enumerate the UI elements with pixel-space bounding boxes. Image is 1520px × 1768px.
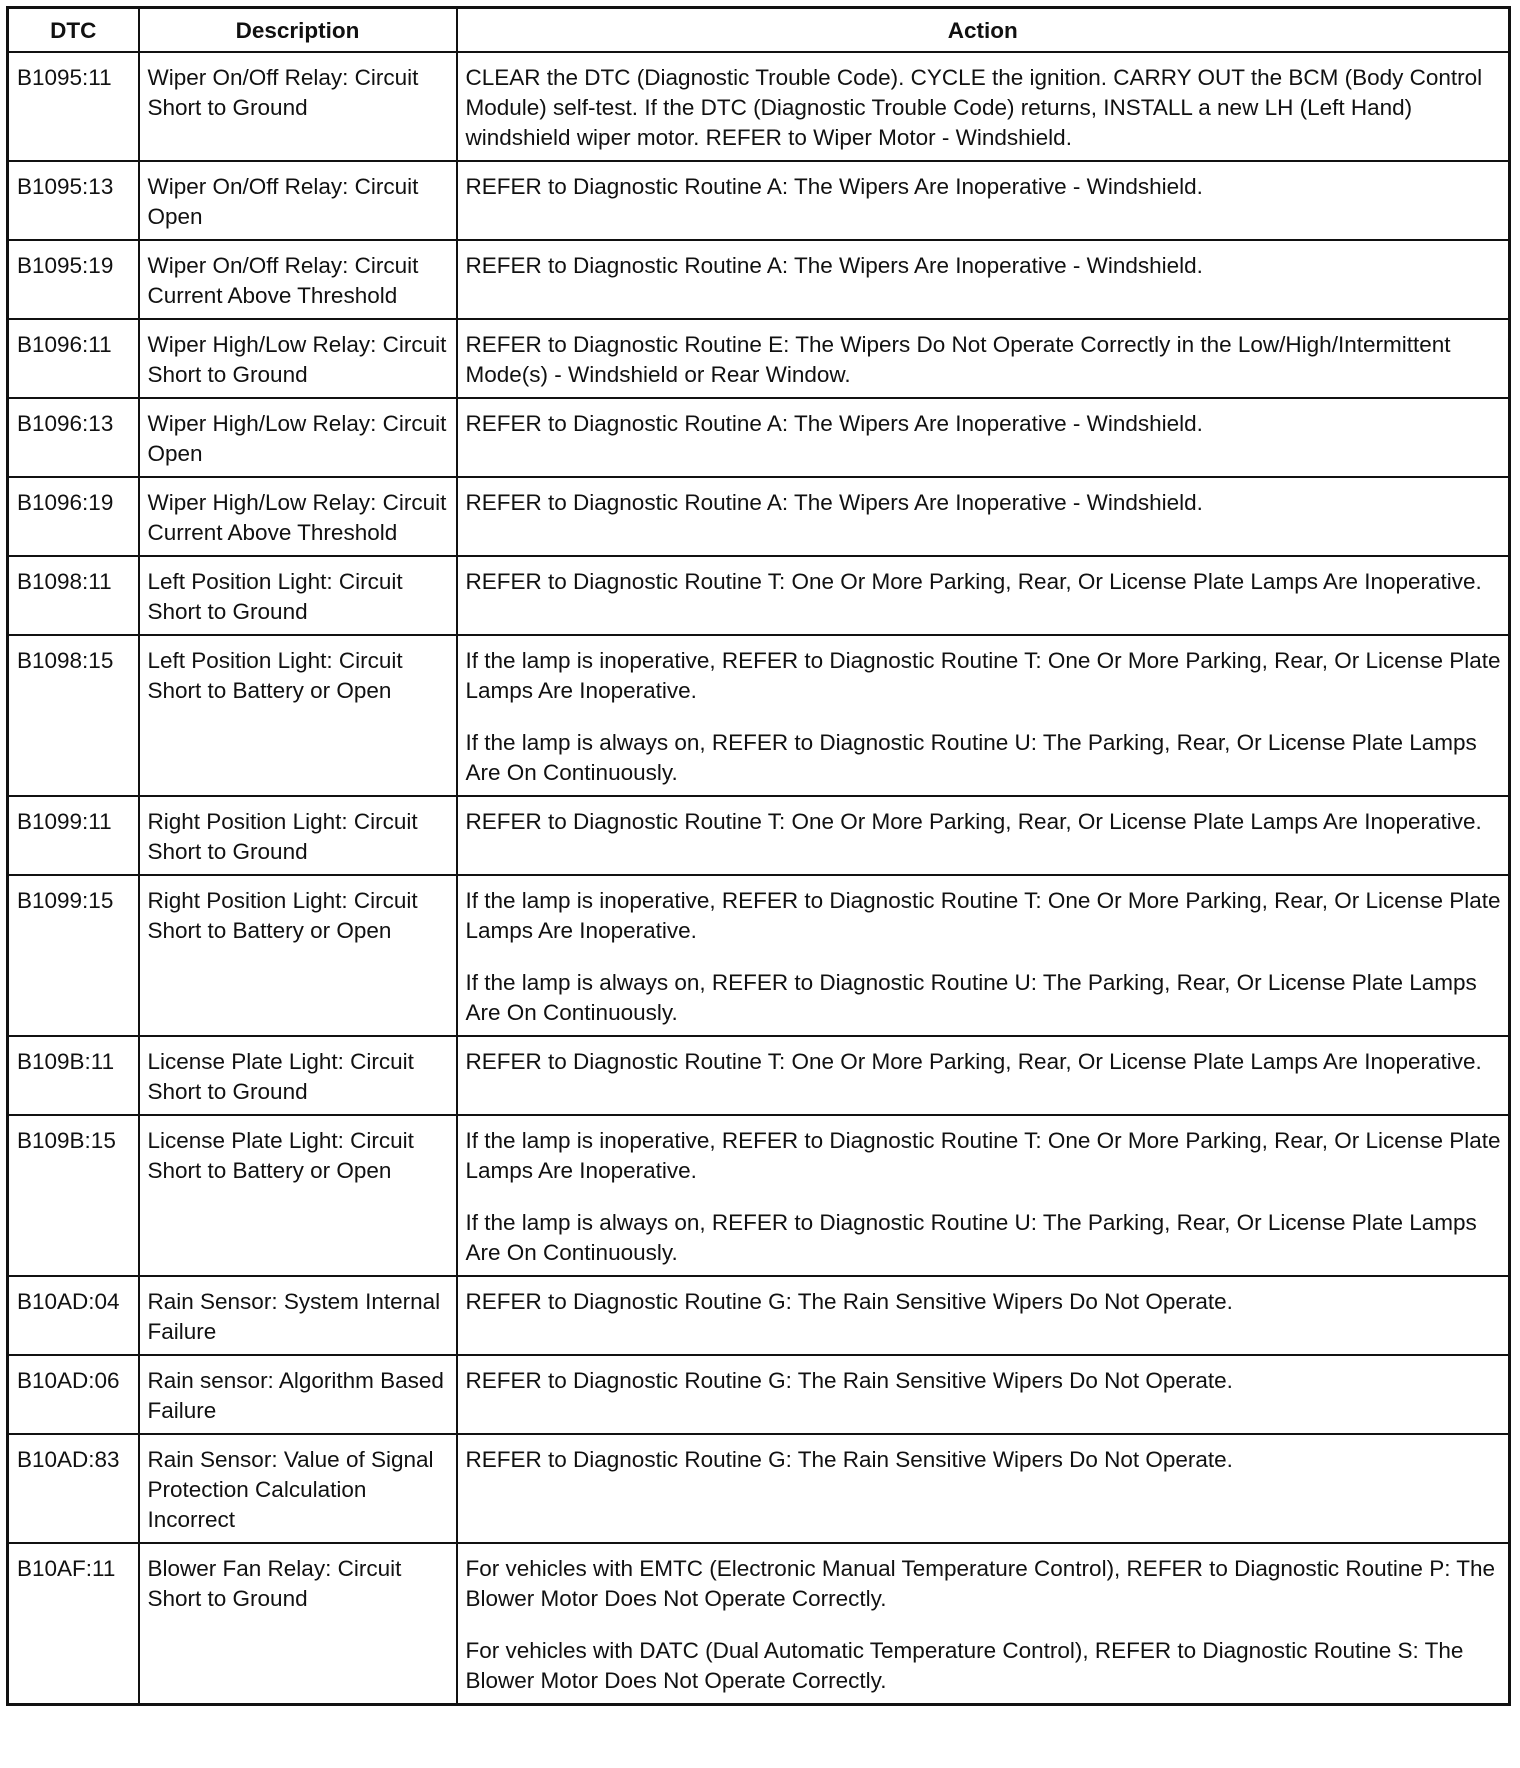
- header-action: Action: [457, 8, 1510, 52]
- table-row: [8, 556, 1510, 635]
- action-paragraph: CLEAR the DTC (Diagnostic Trouble Code). CYCLE the ignition. CARRY OUT the BCM (Body Control Module) self-test. If the DTC (Diagnostic Trouble Code) returns, INSTALL a new LH (Left Hand) windshield wiper motor. REFER to Wiper Motor - Windshield.: [465, 64, 1483, 150]
- dtc-action: [457, 161, 1510, 240]
- dtc-description: Wiper High/Low Relay: Circuit Open: [139, 398, 457, 477]
- dtc-description: Blower Fan Relay: Circuit Short to Ground: [139, 1543, 457, 1705]
- dtc-action: [457, 1355, 1510, 1434]
- action-paragraph: REFER to Diagnostic Routine T: One Or More Parking, Rear, Or License Plate Lamps Are Inoperative.: [465, 808, 1482, 834]
- dtc-description: Left Position Light: Circuit Short to Ground: [139, 556, 457, 635]
- dtc-code: B1095:19: [8, 240, 139, 319]
- action-paragraph: REFER to Diagnostic Routine E: The Wipers Do Not Operate Correctly in the Low/High/Intermittent Mode(s) - Windshield or Rear Window.: [465, 331, 1451, 387]
- dtc-action: [457, 52, 1510, 161]
- action-paragraph: REFER to Diagnostic Routine G: The Rain Sensitive Wipers Do Not Operate.: [465, 1288, 1233, 1314]
- action-paragraph: If the lamp is always on, REFER to Diagnostic Routine U: The Parking, Rear, Or License Plate Lamps Are On Continuously.: [465, 969, 1477, 1025]
- dtc-description: Rain Sensor: Value of Signal Protection Calculation Incorrect: [139, 1434, 457, 1543]
- table-row: [8, 1355, 1510, 1434]
- dtc-code: B1099:15: [8, 875, 139, 1036]
- table-row: [8, 875, 1510, 1036]
- dtc-code: B109B:15: [8, 1115, 139, 1276]
- dtc-description: Wiper High/Low Relay: Circuit Current Above Threshold: [139, 477, 457, 556]
- dtc-description: Left Position Light: Circuit Short to Battery or Open: [139, 635, 457, 796]
- dtc-action: [457, 796, 1510, 875]
- table-row: [8, 398, 1510, 477]
- dtc-description: Right Position Light: Circuit Short to Ground: [139, 796, 457, 875]
- dtc-code: B1096:13: [8, 398, 139, 477]
- dtc-action: [457, 240, 1510, 319]
- action-paragraph: REFER to Diagnostic Routine A: The Wipers Are Inoperative - Windshield.: [465, 252, 1203, 278]
- action-paragraph: REFER to Diagnostic Routine G: The Rain Sensitive Wipers Do Not Operate.: [465, 1367, 1233, 1393]
- dtc-action: [457, 1276, 1510, 1355]
- dtc-action: [457, 875, 1510, 1036]
- dtc-description: Rain sensor: Algorithm Based Failure: [139, 1355, 457, 1434]
- dtc-action: [457, 635, 1510, 796]
- dtc-code: B1095:11: [8, 52, 139, 161]
- table-row: [8, 52, 1510, 161]
- table-row: [8, 161, 1510, 240]
- table-row: [8, 1115, 1510, 1276]
- dtc-code: B1098:11: [8, 556, 139, 635]
- table-row: [8, 240, 1510, 319]
- action-paragraph: For vehicles with DATC (Dual Automatic Temperature Control), REFER to Diagnostic Routine S: The Blower Motor Does Not Operate Correctly.: [465, 1637, 1464, 1693]
- action-paragraph: If the lamp is inoperative, REFER to Diagnostic Routine T: One Or More Parking, Rear, Or License Plate Lamps Are Inoperative.: [465, 647, 1501, 703]
- table-row: [8, 635, 1510, 796]
- action-paragraph: If the lamp is always on, REFER to Diagnostic Routine U: The Parking, Rear, Or License Plate Lamps Are On Continuously.: [465, 729, 1477, 785]
- dtc-action: [457, 556, 1510, 635]
- table-row: [8, 319, 1510, 398]
- dtc-code: B10AF:11: [8, 1543, 139, 1705]
- header-description: Description: [139, 8, 457, 52]
- dtc-table: [6, 6, 1511, 1706]
- dtc-action: [457, 1115, 1510, 1276]
- dtc-description: Right Position Light: Circuit Short to Battery or Open: [139, 875, 457, 1036]
- action-paragraph: REFER to Diagnostic Routine A: The Wipers Are Inoperative - Windshield.: [465, 489, 1203, 515]
- dtc-description: Wiper On/Off Relay: Circuit Current Above Threshold: [139, 240, 457, 319]
- dtc-code: B10AD:06: [8, 1355, 139, 1434]
- dtc-description: Wiper On/Off Relay: Circuit Short to Ground: [139, 52, 457, 161]
- dtc-description: Wiper On/Off Relay: Circuit Open: [139, 161, 457, 240]
- dtc-action: [457, 477, 1510, 556]
- header-dtc: DTC: [8, 8, 139, 52]
- dtc-action: [457, 319, 1510, 398]
- dtc-action: [457, 1036, 1510, 1115]
- dtc-action: [457, 1543, 1510, 1705]
- dtc-code: B1096:11: [8, 319, 139, 398]
- table-body: [8, 52, 1510, 1705]
- table-row: [8, 1434, 1510, 1543]
- dtc-code: B109B:11: [8, 1036, 139, 1115]
- table-row: [8, 1036, 1510, 1115]
- action-paragraph: If the lamp is inoperative, REFER to Diagnostic Routine T: One Or More Parking, Rear, Or License Plate Lamps Are Inoperative.: [465, 1127, 1501, 1183]
- action-paragraph: If the lamp is inoperative, REFER to Diagnostic Routine T: One Or More Parking, Rear, Or License Plate Lamps Are Inoperative.: [465, 887, 1501, 943]
- dtc-action: [457, 398, 1510, 477]
- table-header: [8, 8, 1510, 52]
- dtc-description: License Plate Light: Circuit Short to Ground: [139, 1036, 457, 1115]
- table-row: [8, 796, 1510, 875]
- table-row: [8, 477, 1510, 556]
- dtc-code: B1098:15: [8, 635, 139, 796]
- dtc-code: B1095:13: [8, 161, 139, 240]
- action-paragraph: REFER to Diagnostic Routine A: The Wipers Are Inoperative - Windshield.: [465, 410, 1203, 436]
- action-paragraph: REFER to Diagnostic Routine A: The Wipers Are Inoperative - Windshield.: [465, 173, 1203, 199]
- dtc-action: [457, 1434, 1510, 1543]
- dtc-description: Wiper High/Low Relay: Circuit Short to Ground: [139, 319, 457, 398]
- dtc-code: B1096:19: [8, 477, 139, 556]
- dtc-code: B1099:11: [8, 796, 139, 875]
- dtc-code: B10AD:83: [8, 1434, 139, 1543]
- action-paragraph: If the lamp is always on, REFER to Diagnostic Routine U: The Parking, Rear, Or License Plate Lamps Are On Continuously.: [465, 1209, 1477, 1265]
- dtc-description: Rain Sensor: System Internal Failure: [139, 1276, 457, 1355]
- action-paragraph: REFER to Diagnostic Routine T: One Or More Parking, Rear, Or License Plate Lamps Are Inoperative.: [465, 568, 1482, 594]
- header-row: [8, 8, 1510, 52]
- dtc-description: License Plate Light: Circuit Short to Battery or Open: [139, 1115, 457, 1276]
- action-paragraph: REFER to Diagnostic Routine G: The Rain Sensitive Wipers Do Not Operate.: [465, 1446, 1233, 1472]
- action-paragraph: For vehicles with EMTC (Electronic Manual Temperature Control), REFER to Diagnostic Routine P: The Blower Motor Does Not Operate Correctly.: [465, 1555, 1496, 1611]
- dtc-code: B10AD:04: [8, 1276, 139, 1355]
- table-row: [8, 1543, 1510, 1705]
- action-paragraph: REFER to Diagnostic Routine T: One Or More Parking, Rear, Or License Plate Lamps Are Inoperative.: [465, 1048, 1482, 1074]
- table-row: [8, 1276, 1510, 1355]
